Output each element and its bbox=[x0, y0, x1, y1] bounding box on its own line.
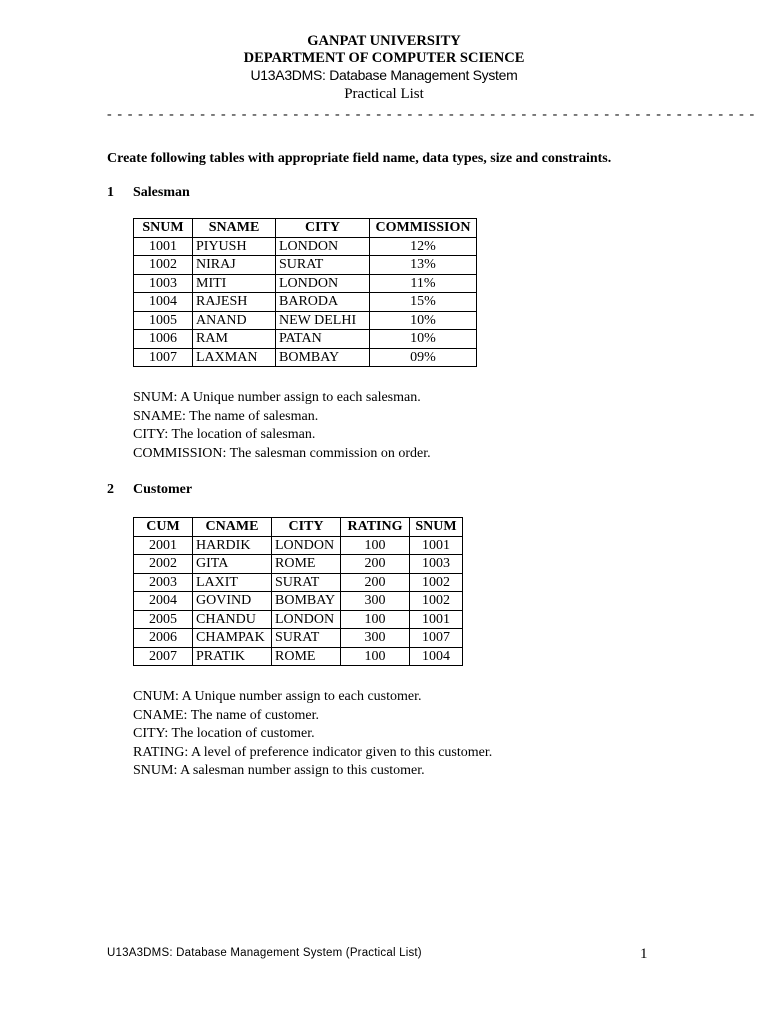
column-header: SNAME bbox=[193, 219, 276, 238]
table-row bbox=[134, 311, 477, 330]
table-cell: ANAND bbox=[193, 311, 276, 330]
table-cell: LAXIT bbox=[193, 573, 272, 592]
university-name: GANPAT UNIVERSITY bbox=[307, 33, 461, 49]
field-description: SNUM: A Unique number assign to each salesman. bbox=[133, 390, 421, 405]
table-cell: 200 bbox=[341, 555, 410, 574]
field-description: SNUM: A salesman number assign to this customer. bbox=[133, 763, 425, 778]
column-header: CNAME bbox=[193, 518, 272, 537]
table-cell: 1002 bbox=[134, 256, 193, 275]
table-cell: 2006 bbox=[134, 629, 193, 648]
table-cell: 1006 bbox=[134, 330, 193, 349]
table-cell: GITA bbox=[193, 555, 272, 574]
salesman-table bbox=[133, 218, 477, 367]
section-number: 1 bbox=[107, 185, 114, 200]
page-number: 1 bbox=[640, 946, 648, 962]
table-cell: 1001 bbox=[410, 536, 463, 555]
table-cell: 1001 bbox=[410, 610, 463, 629]
section-title: Salesman bbox=[133, 185, 190, 200]
table-row bbox=[134, 330, 477, 349]
table-row bbox=[134, 293, 477, 312]
table-row bbox=[134, 256, 477, 275]
table-cell: BOMBAY bbox=[272, 592, 341, 611]
table-cell: SURAT bbox=[272, 573, 341, 592]
table-cell: 15% bbox=[370, 293, 477, 312]
separator-line: - - - - - - - - - - - - - - - - - - - - - - - - - - - - - - - - - - - - - - - - - - - - - - - - - - - - - - - - - - - - - - - bbox=[107, 107, 756, 122]
footer-course-title: U13A3DMS: Database Management System (Practical List) bbox=[107, 947, 422, 959]
table-row bbox=[134, 647, 463, 666]
table-cell: 13% bbox=[370, 256, 477, 275]
table-cell: ROME bbox=[272, 555, 341, 574]
table-cell: NIRAJ bbox=[193, 256, 276, 275]
document-title: Practical List bbox=[344, 86, 424, 102]
course-title: U13A3DMS: Database Management System bbox=[250, 67, 518, 83]
table-cell: 100 bbox=[341, 536, 410, 555]
table-cell: 1001 bbox=[134, 237, 193, 256]
table-cell: 10% bbox=[370, 311, 477, 330]
table-cell: CHANDU bbox=[193, 610, 272, 629]
field-description: CITY: The location of customer. bbox=[133, 726, 315, 741]
field-description: COMMISSION: The salesman commission on order. bbox=[133, 445, 431, 461]
table-cell: 1002 bbox=[410, 573, 463, 592]
table-cell: MITI bbox=[193, 274, 276, 293]
table-cell: 1002 bbox=[410, 592, 463, 611]
table-cell: ROME bbox=[272, 647, 341, 666]
table-row bbox=[134, 573, 463, 592]
table-cell: LONDON bbox=[272, 610, 341, 629]
table-cell: CHAMPAK bbox=[193, 629, 272, 648]
column-header: CUM bbox=[134, 518, 193, 537]
column-header: SNUM bbox=[134, 219, 193, 238]
table-cell: 300 bbox=[341, 629, 410, 648]
table-cell: NEW DELHI bbox=[276, 311, 370, 330]
table-cell: LONDON bbox=[276, 237, 370, 256]
table-row bbox=[134, 348, 477, 367]
table-row bbox=[134, 592, 463, 611]
table-row bbox=[134, 555, 463, 574]
table-cell: HARDIK bbox=[193, 536, 272, 555]
customer-table bbox=[133, 517, 463, 666]
table-cell: SURAT bbox=[276, 256, 370, 275]
table-cell: RAM bbox=[193, 330, 276, 349]
table-cell: 1004 bbox=[410, 647, 463, 666]
table-header-row bbox=[134, 518, 463, 537]
table-cell: PATAN bbox=[276, 330, 370, 349]
table-cell: BARODA bbox=[276, 293, 370, 312]
salesman-field-descriptions bbox=[133, 389, 431, 463]
table-cell: 100 bbox=[341, 610, 410, 629]
section-title: Customer bbox=[133, 482, 193, 497]
section-heading-salesman bbox=[107, 185, 190, 201]
table-cell: 1005 bbox=[134, 311, 193, 330]
field-description: SNAME: The name of salesman. bbox=[133, 408, 319, 424]
table-cell: SURAT bbox=[272, 629, 341, 648]
table-cell: 2005 bbox=[134, 610, 193, 629]
table-cell: 2001 bbox=[134, 536, 193, 555]
table-cell: 09% bbox=[370, 348, 477, 367]
table-cell: 2002 bbox=[134, 555, 193, 574]
field-description: CNUM: A Unique number assign to each customer. bbox=[133, 689, 422, 704]
column-header: SNUM bbox=[410, 518, 463, 537]
column-header: CITY bbox=[276, 219, 370, 238]
table-cell: PRATIK bbox=[193, 647, 272, 666]
table-row bbox=[134, 629, 463, 648]
column-header: CITY bbox=[272, 518, 341, 537]
table-cell: 2007 bbox=[134, 647, 193, 666]
table-cell: 300 bbox=[341, 592, 410, 611]
section-heading-customer bbox=[107, 482, 192, 498]
instruction-text: Create following tables with appropriate field name, data types, size and constraints. bbox=[107, 151, 612, 166]
section-number: 2 bbox=[107, 482, 114, 497]
department-name: DEPARTMENT OF COMPUTER SCIENCE bbox=[243, 50, 525, 66]
column-header: COMMISSION bbox=[370, 219, 477, 238]
table-row bbox=[134, 274, 477, 293]
field-description: RATING: A level of preference indicator given to this customer. bbox=[133, 744, 493, 760]
table-cell: LAXMAN bbox=[193, 348, 276, 367]
customer-field-descriptions bbox=[133, 688, 492, 781]
table-cell: 2004 bbox=[134, 592, 193, 611]
table-cell: RAJESH bbox=[193, 293, 276, 312]
table-cell: 12% bbox=[370, 237, 477, 256]
field-description: CNAME: The name of customer. bbox=[133, 707, 319, 723]
table-cell: BOMBAY bbox=[276, 348, 370, 367]
table-row bbox=[134, 536, 463, 555]
table-cell: 1007 bbox=[410, 629, 463, 648]
table-cell: 11% bbox=[370, 274, 477, 293]
table-cell: 1003 bbox=[134, 274, 193, 293]
table-cell: 200 bbox=[341, 573, 410, 592]
table-cell: 2003 bbox=[134, 573, 193, 592]
table-cell: GOVIND bbox=[193, 592, 272, 611]
field-description: CITY: The location of salesman. bbox=[133, 427, 316, 442]
table-row bbox=[134, 237, 477, 256]
table-cell: 1004 bbox=[134, 293, 193, 312]
table-cell: 1003 bbox=[410, 555, 463, 574]
table-cell: PIYUSH bbox=[193, 237, 276, 256]
table-row bbox=[134, 610, 463, 629]
table-cell: 10% bbox=[370, 330, 477, 349]
table-cell: LONDON bbox=[276, 274, 370, 293]
table-cell: 1007 bbox=[134, 348, 193, 367]
table-cell: LONDON bbox=[272, 536, 341, 555]
table-cell: 100 bbox=[341, 647, 410, 666]
table-header-row bbox=[134, 219, 477, 238]
column-header: RATING bbox=[341, 518, 410, 537]
